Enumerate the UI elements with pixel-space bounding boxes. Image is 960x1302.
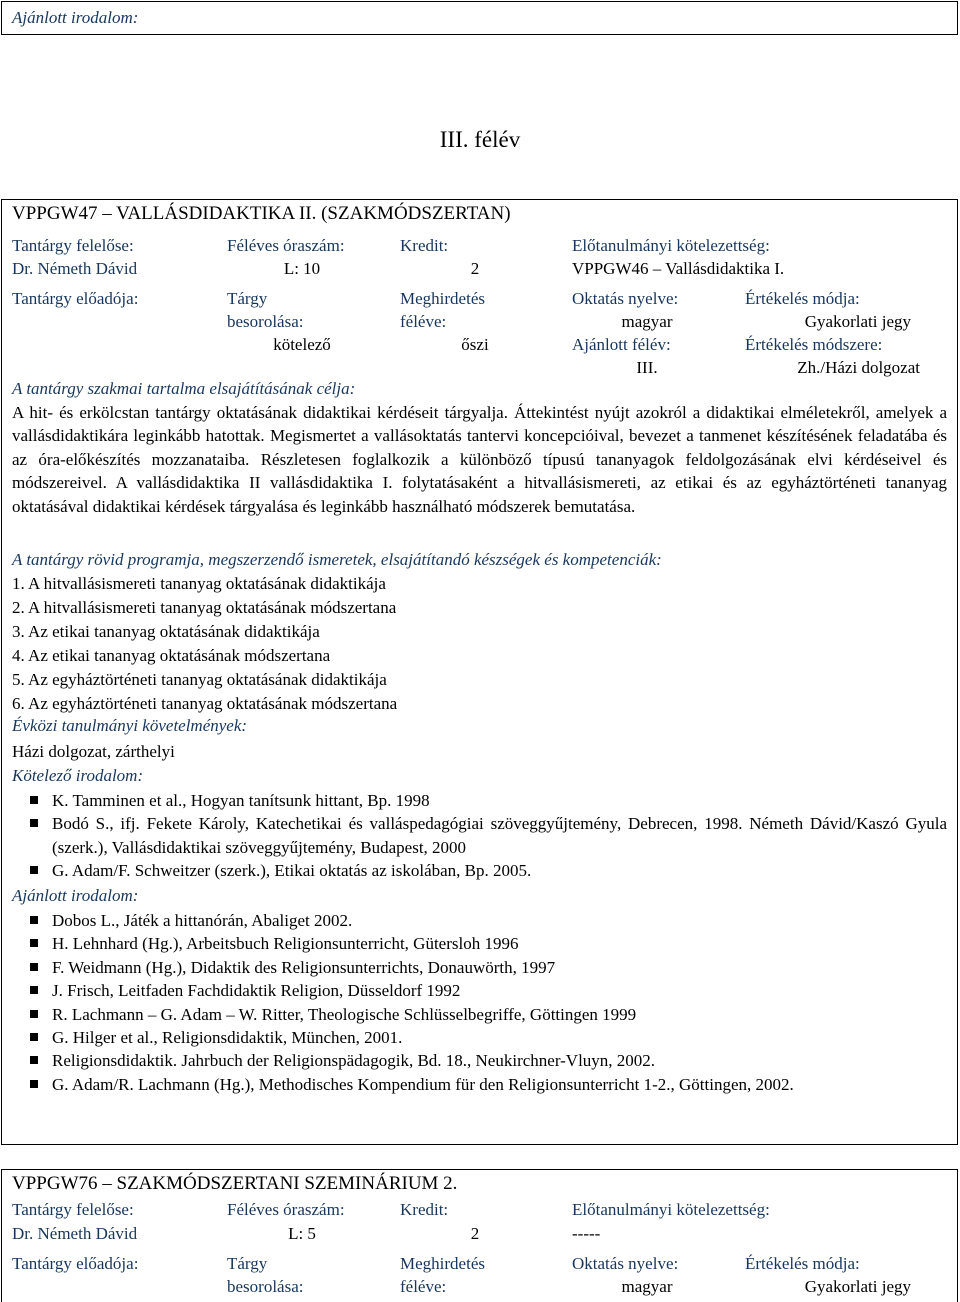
list-item: F. Weidmann (Hg.), Didaktik des Religionsunterrichts, Donauwörth, 1997	[24, 956, 947, 979]
credit-label: Kredit:	[400, 1200, 449, 1219]
bullet-square-icon	[30, 986, 38, 994]
bullet-square-icon	[30, 819, 38, 827]
requirements-heading: Évközi tanulmányi követelmények:	[12, 716, 248, 735]
mandatory-literature-heading: Kötelező irodalom:	[12, 766, 144, 785]
list-item: Religionsdidaktik. Jahrbuch der Religionspädagogik, Bd. 18., Neukirchner-Vluyn, 2002.	[24, 1049, 947, 1072]
program-item: 2. A hitvallásismereti tananyag oktatásának módszertana	[12, 598, 397, 617]
recommended-literature-heading: Ajánlott irodalom:	[12, 886, 139, 905]
announce-label-2: féléve:	[400, 1277, 447, 1296]
course-card-vppgw47	[1, 199, 958, 1145]
recommended-semester-label: Ajánlott félév:	[572, 335, 671, 354]
course-title: VPPGW47 – VALLÁSDIDAKTIKA II. (SZAKMÓDSZERTAN)	[12, 203, 511, 224]
responsible-label: Tantárgy felelőse:	[12, 236, 134, 255]
responsible-value: Dr. Németh Dávid	[12, 259, 138, 278]
classification-label-2: besorolása:	[227, 312, 304, 331]
recommended-semester-value: III.	[636, 358, 658, 377]
announce-label-1: Meghirdetés	[400, 289, 485, 308]
credit-value: 2	[470, 259, 480, 278]
bullet-square-icon	[30, 1010, 38, 1018]
bullet-square-icon	[30, 939, 38, 947]
language-label: Oktatás nyelve:	[572, 289, 679, 308]
evaluation-mode-value: Gyakorlati jegy	[804, 1277, 911, 1296]
bullet-square-icon	[30, 1080, 38, 1088]
program-heading: A tantárgy rövid programja, megszerzendő ismeretek, elsajátítandó készségek és kompetenciák:	[12, 550, 662, 569]
classification-value: kötelező	[273, 335, 331, 354]
prerequisite-label: Előtanulmányi kötelezettség:	[572, 1200, 770, 1219]
bullet-square-icon	[30, 1056, 38, 1064]
aim-text: A hit- és erkölcstan tantárgy oktatásának didaktikai kérdéseit tárgyalja. Áttekintést nyújt azokról a didaktikai elméletekről, amelyek a vallásdidaktikára leginkább hatottak. Megismertet a vallásoktatás tantervi koncepcióival, bevezet a tanmenet készítésének feladatába és az óra-előkészítés mozzanataiba. Részletesen foglalkozik a különböző típusú tananyagok feldolgozásának elvi kérdéseivel és módszereivel. A vallásdidaktika II vallásdidaktika I. folytatásaként a hitvallásismereti, az etikai és az egyháztörténeti tananyag oktatásával didaktikai kérdések tárgyalása és leginkább használható módszerek bemutatása.	[12, 403, 947, 516]
recommended-literature-box	[1, 1, 958, 35]
lecturer-label: Tantárgy előadója:	[12, 1254, 139, 1273]
evaluation-mode-label: Értékelés módja:	[745, 1254, 860, 1273]
classification-label-1: Tárgy	[227, 289, 268, 308]
list-item: G. Adam/R. Lachmann (Hg.), Methodisches Kompendium für den Religionsunterricht 1-2., Göttingen, 2002.	[24, 1073, 947, 1096]
hours-label: Féléves óraszám:	[227, 236, 345, 255]
list-item: R. Lachmann – G. Adam – W. Ritter, Theologische Schlüsselbegriffe, Göttingen 1999	[24, 1003, 947, 1026]
language-value: magyar	[621, 312, 673, 331]
announce-label-2: féléve:	[400, 312, 447, 331]
program-item: 5. Az egyháztörténeti tananyag oktatásának didaktikája	[12, 670, 387, 689]
announce-value: őszi	[461, 335, 489, 354]
list-item: Dobos L., Játék a hittanórán, Abaliget 2002.	[24, 909, 947, 932]
credit-value: 2	[470, 1224, 480, 1243]
list-item: G. Adam/F. Schweitzer (szerk.), Etikai oktatás az iskolában, Bp. 2005.	[24, 859, 947, 882]
announce-label-1: Meghirdetés	[400, 1254, 485, 1273]
bullet-square-icon	[30, 866, 38, 874]
evaluation-method-label: Értékelés módszere:	[745, 335, 883, 354]
list-item: Bodó S., ifj. Fekete Károly, Katechetikai és valláspedagógiai szöveggyűjtemény, Debrecen, 1998. Németh Dávid/Kaszó Gyula (szerk.), Vallásdidaktikai szöveggyűjtemény, Budapest, 2000	[24, 812, 947, 859]
classification-label-2: besorolása:	[227, 1277, 304, 1296]
course-card-vppgw76	[1, 1169, 958, 1302]
course-title: VPPGW76 – SZAKMÓDSZERTANI SZEMINÁRIUM 2.	[12, 1173, 458, 1194]
mandatory-literature-list	[24, 789, 947, 883]
recommended-literature-label: Ajánlott irodalom:	[12, 8, 139, 27]
program-list	[12, 572, 397, 716]
list-item: H. Lehnhard (Hg.), Arbeitsbuch Religionsunterricht, Gütersloh 1996	[24, 932, 947, 955]
hours-value: L: 10	[283, 259, 321, 278]
bullet-square-icon	[30, 1033, 38, 1041]
language-value: magyar	[621, 1277, 673, 1296]
requirements-text: Házi dolgozat, zárthelyi	[12, 742, 175, 761]
classification-label-1: Tárgy	[227, 1254, 268, 1273]
responsible-label: Tantárgy felelőse:	[12, 1200, 134, 1219]
lecturer-label: Tantárgy előadója:	[12, 289, 139, 308]
recommended-literature-list	[24, 909, 947, 1096]
hours-label: Féléves óraszám:	[227, 1200, 345, 1219]
program-item: 6. Az egyháztörténeti tananyag oktatásának módszertana	[12, 694, 398, 713]
evaluation-mode-label: Értékelés módja:	[745, 289, 860, 308]
semester-heading: III. félév	[439, 127, 521, 152]
program-item: 1. A hitvallásismereti tananyag oktatásának didaktikája	[12, 574, 386, 593]
responsible-value: Dr. Németh Dávid	[12, 1224, 138, 1243]
credit-label: Kredit:	[400, 236, 449, 255]
aim-heading: A tantárgy szakmai tartalma elsajátításának célja:	[12, 379, 356, 398]
bullet-square-icon	[30, 916, 38, 924]
bullet-square-icon	[30, 963, 38, 971]
evaluation-mode-value: Gyakorlati jegy	[804, 312, 911, 331]
prerequisite-label: Előtanulmányi kötelezettség:	[572, 236, 770, 255]
list-item: J. Frisch, Leitfaden Fachdidaktik Religion, Düsseldorf 1992	[24, 979, 947, 1002]
evaluation-method-value: Zh./Házi dolgozat	[797, 358, 920, 377]
list-item: G. Hilger et al., Religionsdidaktik, München, 2001.	[24, 1026, 947, 1049]
bullet-square-icon	[30, 796, 38, 804]
prerequisite-value: VPPGW46 – Vallásdidaktika I.	[572, 259, 785, 278]
prerequisite-value: -----	[572, 1224, 601, 1243]
list-item: K. Tamminen et al., Hogyan tanítsunk hittant, Bp. 1998	[24, 789, 947, 812]
hours-value: L: 5	[288, 1224, 316, 1243]
program-item: 3. Az etikai tananyag oktatásának didaktikája	[12, 622, 320, 641]
language-label: Oktatás nyelve:	[572, 1254, 679, 1273]
program-item: 4. Az etikai tananyag oktatásának módszertana	[12, 646, 331, 665]
